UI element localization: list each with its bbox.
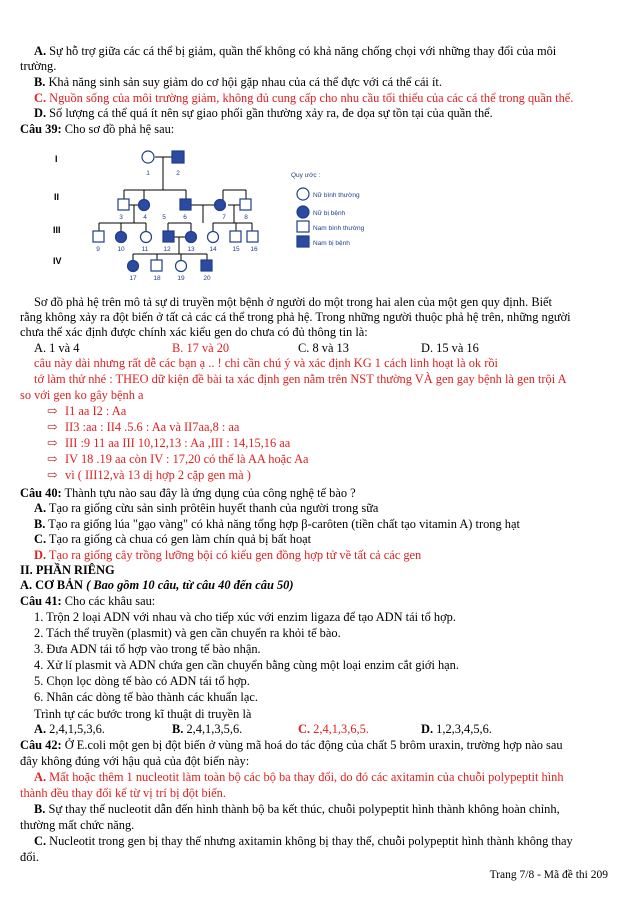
pedigree-number-15: 15	[232, 246, 240, 253]
pedigree-number-1: 1	[146, 170, 150, 177]
q40-option-c: C. Tạo ra giống cà chua có gen làm chín quả bị bất hoạt	[34, 532, 312, 546]
q39-paragraph-line-1: Sơ đồ phả hệ trên mô tả sự di truyền một bệnh ở người do một trong hai alen của một gen quy định. Biết	[34, 295, 552, 309]
page-footer: Trang 7/8 - Mã đề thi 209	[489, 869, 608, 881]
section-title: II. PHẦN RIÊNG	[20, 563, 115, 577]
pedigree-ind-14	[208, 232, 219, 243]
pedigree-number-8: 8	[244, 214, 248, 221]
pedigree-ind-19	[176, 261, 187, 272]
pedigree-ind-2	[172, 151, 184, 163]
generation-label-ii: II	[54, 192, 60, 202]
pedigree-ind-1	[142, 151, 154, 163]
q42-option-b: B. Sự thay thế nucleotit dẫn đến hình thành bộ ba kết thúc, chuỗi polypeptit hình thành không hoàn chỉnh,	[34, 802, 560, 816]
q41-question: Trình tự các bước trong kĩ thuật di truyền là	[34, 707, 252, 721]
pedigree-ind-5	[180, 199, 191, 210]
pedigree-ind-17	[128, 261, 139, 272]
pedigree-ind-3	[118, 199, 129, 210]
q41-step-4: 4. Xử lí plasmit và ADN chứa gen cần chuyển bằng cùng một loại enzim cắt giới hạn.	[34, 658, 459, 672]
pedigree-ind-10	[116, 232, 127, 243]
pedigree-number-12: 12	[163, 246, 171, 253]
pedigree-number-20: 20	[203, 275, 211, 282]
q39-note-line-1: câu này dài nhưng rất dễ các bạn ạ .. ! chỉ cần chú ý và xác định KG 1 cách linh hoạt là ok rồi	[34, 356, 498, 370]
q41-option-a: A. 2,4,1,5,3,6.	[34, 722, 105, 736]
pedigree-ind-20	[201, 260, 212, 271]
q40-stem: Câu 40: Thành tựu nào sau đây là ứng dụng của công nghệ tế bào ?	[20, 486, 356, 500]
q39-paragraph-line-2: rằng không xảy ra đột biến ở tất cả các cá thể trong phả hệ. Trong những người thuộc phả hệ trên, những người	[20, 310, 571, 324]
q42-stem-line-1: Câu 42: Ở E.coli một gen bị đột biến ở vùng mã hoá do tác động của chất 5 brôm uraxin, trường hợp nào sau	[20, 738, 563, 752]
generation-label-i: I	[55, 154, 58, 164]
q39-note-line-3: so với gen ko gây bệnh a	[20, 388, 144, 402]
q38-option-a-cont: trường.	[20, 59, 57, 73]
pedigree-number-13: 13	[187, 246, 195, 253]
pedigree-number-7: 7	[222, 214, 226, 221]
section-subtitle: A. CƠ BẢN ( Bao gồm 10 câu, từ câu 40 đến câu 50)	[20, 578, 294, 592]
legend-label-female-affected: Nữ bị bệnh	[313, 210, 346, 217]
q38-option-a: A. Sự hỗ trợ giữa các cá thể bị giảm, quần thể không có khả năng chống chọi với những thay đổi của môi	[34, 44, 557, 58]
q39-solution-bullet-1: ⇨ I1 aa I2 : Aa	[47, 404, 126, 419]
pedigree-number-14: 14	[209, 246, 217, 253]
q39-stem: Câu 39: Cho sơ đồ phả hệ sau:	[20, 122, 175, 136]
pedigree-ind-9	[93, 231, 104, 242]
pedigree-number-6: 6	[183, 214, 187, 221]
q39-solution-bullet-2: ⇨ II3 :aa : II4 .5.6 : Aa và II7aa,8 : aa	[47, 420, 239, 435]
q42-option-c: C. Nucleotit trong gen bị thay thế nhưng axitamin không bị thay thế, chuỗi polypeptit hình thành không thay	[34, 834, 573, 848]
generation-label-iii: III	[53, 225, 61, 235]
q38-option-b: B. Khả năng sinh sản suy giảm do cơ hội gặp nhau của cá thể đực với cá thể cái ít.	[34, 75, 442, 89]
legend-symbol-male-affected	[297, 236, 309, 247]
pedigree-number-19: 19	[177, 275, 185, 282]
legend-label-female-normal: Nữ bình thường	[313, 192, 360, 199]
q39-option-d: D. 15 và 16	[421, 341, 479, 355]
pedigree-ind-13	[186, 232, 197, 243]
pedigree-ind-15	[230, 231, 241, 242]
pedigree-number-9: 9	[96, 246, 100, 253]
legend-title: Quy ước :	[291, 172, 321, 179]
q38-option-c-answer: C. Nguồn sống của môi trường giảm, không đủ cung cấp cho nhu cầu tối thiểu của các cá thể trong quần thể.	[34, 91, 574, 105]
pedigree-ind-12	[163, 231, 174, 242]
q39-solution-bullet-5: ⇨ vì ( III12,và 13 dị hợp 2 cặp gen mà )	[47, 468, 251, 483]
pedigree-number-11: 11	[141, 246, 149, 253]
q42-option-c-cont: đổi.	[20, 850, 39, 864]
q41-option-c-answer: C. 2,4,1,3,6,5.	[298, 722, 369, 736]
generation-label-iv: IV	[53, 256, 62, 266]
pedigree-number-4: 4	[143, 214, 147, 221]
pedigree-number-5: 5	[162, 214, 166, 221]
pedigree-number-18: 18	[153, 275, 161, 282]
pedigree-ind-4	[139, 200, 150, 211]
q39-option-b-answer: B. 17 và 20	[172, 341, 230, 355]
q41-step-3: 3. Đưa ADN tái tổ hợp vào trong tế bào nhận.	[34, 642, 261, 656]
pedigree-number-3: 3	[119, 214, 123, 221]
q41-step-6: 6. Nhân các dòng tế bào thành các khuẩn lạc.	[34, 690, 258, 704]
q38-option-d: D. Số lượng cá thể quá ít nên sự giao phối gần thường xảy ra, đe dọa sự tồn tại của quần thể.	[34, 106, 493, 120]
q42-option-a-answer: A. Mất hoặc thêm 1 nucleotit làm toàn bộ các bộ ba thay đổi, do đó các axitamin của chuỗi polypeptit hình	[34, 770, 564, 784]
q42-option-a-cont: thành đều thay đổi kể từ vị trí bị đột biến.	[20, 786, 226, 800]
legend-symbol-male-normal	[297, 221, 309, 232]
legend-label-male-affected: Nam bị bệnh	[313, 240, 350, 247]
q41-option-d: D. 1,2,3,4,5,6.	[421, 722, 492, 736]
q39-note-line-2: tớ làm thử nhé : THEO dữ kiện đề bài ta xác định gen nằm trên NST thường VÀ gen gay bệnh là gen trội A	[34, 372, 567, 386]
legend-symbol-female-normal	[297, 188, 309, 200]
pedigree-number-10: 10	[117, 246, 125, 253]
pedigree-number-17: 17	[129, 275, 137, 282]
q39-option-c: C. 8 và 13	[298, 341, 349, 355]
q41-step-2: 2. Tách thể truyền (plasmit) và gen cần chuyển ra khỏi tế bào.	[34, 626, 341, 640]
pedigree-ind-6	[215, 200, 226, 211]
q40-option-b: B. Tạo ra giống lúa "gạo vàng" có khả năng tổng hợp β-carôten (tiền chất tạo vitamin A) trong hạt	[34, 517, 520, 531]
legend-label-male-normal: Nam bình thường	[313, 225, 365, 232]
pedigree-number-16: 16	[250, 246, 258, 253]
pedigree-ind-8	[240, 199, 251, 210]
legend-symbol-female-affected	[297, 206, 309, 218]
q39-solution-bullet-3: ⇨ III :9 11 aa III 10,12,13 : Aa ,III : 14,15,16 aa	[47, 436, 290, 451]
q42-option-b-cont: thường mất chức năng.	[20, 818, 135, 832]
q40-option-a: A. Tạo ra giống cừu sản sinh prôtêin huyết thanh của người trong sữa	[34, 501, 379, 515]
q41-step-1: 1. Trộn 2 loại ADN với nhau và cho tiếp xúc với enzim ligaza để tạo ADN tái tổ hợp.	[34, 610, 456, 624]
pedigree-ind-11	[141, 232, 152, 243]
q39-option-a: A. 1 và 4	[34, 341, 80, 355]
pedigree-ind-18	[151, 260, 162, 271]
q39-solution-bullet-4: ⇨ IV 18 .19 aa còn IV : 17,20 có thể là AA hoặc Aa	[47, 452, 309, 467]
pedigree-number-2: 2	[176, 170, 180, 177]
q39-paragraph-line-3: chưa thể xác định được chính xác kiểu gen do chưa có đủ thông tin là:	[20, 325, 368, 339]
q40-option-d-answer: D. Tạo ra giống cây trồng lưỡng bội có kiểu gen đồng hợp tử về tất cả các gen	[34, 548, 422, 562]
q41-step-5: 5. Chọn lọc dòng tế bào có ADN tái tổ hợp.	[34, 674, 250, 688]
q41-stem: Câu 41: Cho các khâu sau:	[20, 594, 156, 608]
q41-option-b: B. 2,4,1,3,5,6.	[172, 722, 243, 736]
q42-stem-line-2: đây không đúng với hậu quả của đột biến này:	[20, 754, 250, 768]
pedigree-ind-16	[247, 231, 258, 242]
